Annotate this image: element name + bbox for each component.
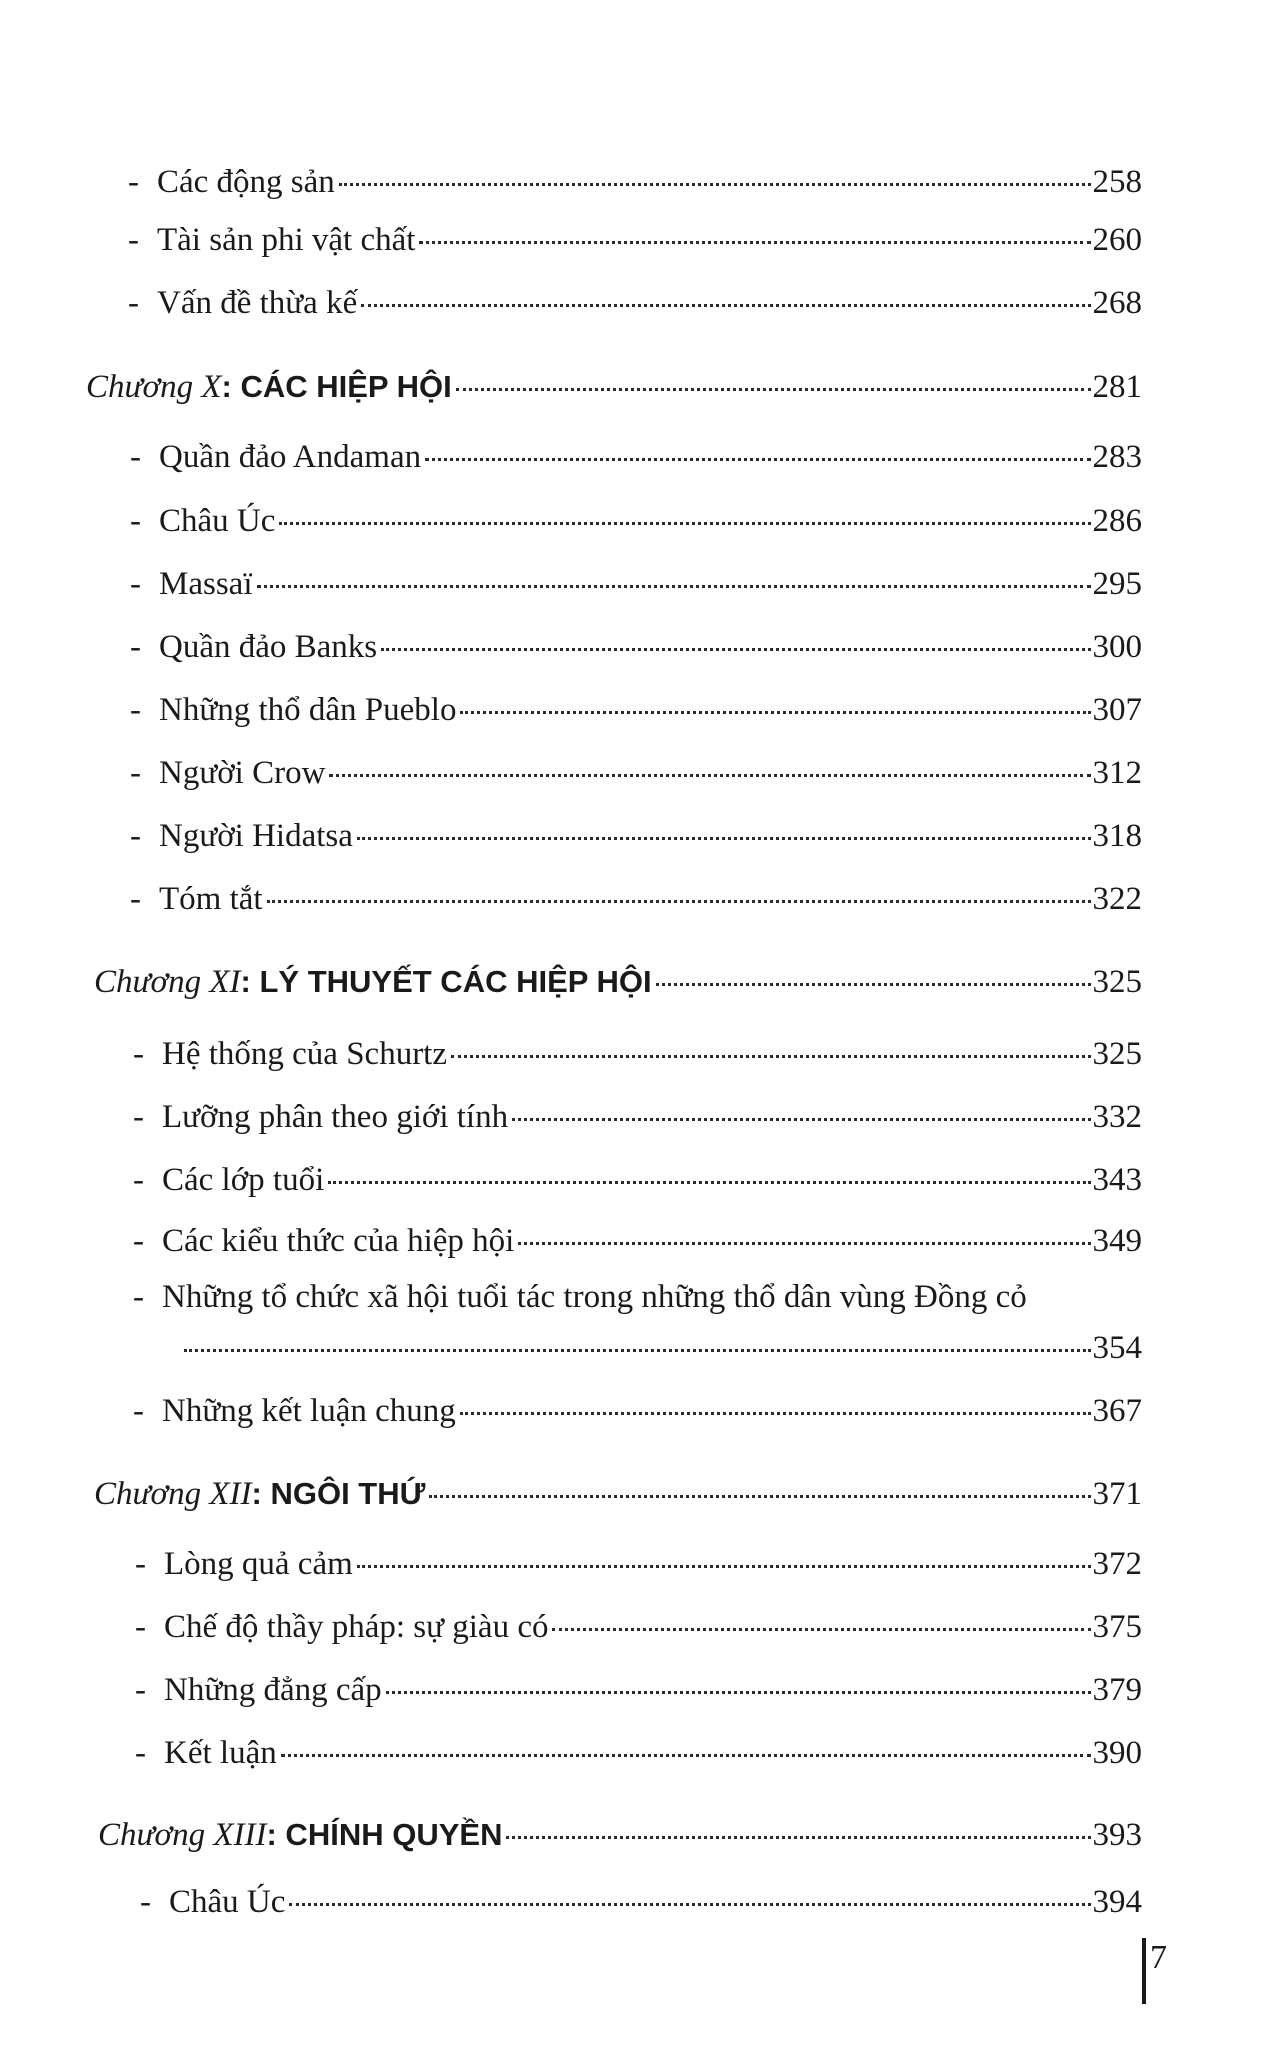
- dot-leader: [257, 585, 1091, 588]
- dot-leader: [328, 1181, 1090, 1184]
- entry-dash: -: [130, 881, 141, 917]
- entry-title: Các động sản: [157, 164, 335, 200]
- entry-page: 312: [1092, 755, 1142, 791]
- entry-page: 283: [1092, 439, 1142, 475]
- dot-leader: [656, 983, 1091, 986]
- toc-entry: [135, 1544, 1142, 1584]
- toc-chapter: [98, 1815, 1142, 1855]
- entry-page: 260: [1092, 222, 1142, 258]
- entry-page: 372: [1092, 1546, 1142, 1582]
- entry-title: Quần đảo Banks: [159, 629, 378, 665]
- toc-entry: [128, 220, 1142, 260]
- entry-dash: -: [128, 222, 139, 258]
- chapter-page: 393: [1092, 1817, 1142, 1853]
- entry-page: 318: [1092, 818, 1142, 854]
- toc-entry: [133, 1221, 1142, 1261]
- entry-title: Chế độ thầy pháp: sự giàu có: [164, 1609, 549, 1645]
- entry-title: Các lớp tuổi: [162, 1162, 325, 1198]
- entry-dash: -: [135, 1672, 146, 1708]
- dot-leader: [357, 1565, 1091, 1568]
- entry-dash: -: [130, 566, 141, 602]
- chapter-prefix: Chương XIII: [98, 1817, 267, 1853]
- toc-entry-continuation: [180, 1328, 1142, 1368]
- toc-entry: [130, 501, 1142, 541]
- dot-leader: [425, 458, 1090, 461]
- entry-dash: -: [128, 285, 139, 321]
- dot-leader: [339, 183, 1091, 186]
- entry-page: 322: [1092, 881, 1142, 917]
- toc-entry: [133, 1160, 1142, 1200]
- dot-leader: [361, 304, 1090, 307]
- page-number: 7: [1150, 1939, 1167, 1976]
- entry-title: Hệ thống của Schurtz: [162, 1036, 447, 1072]
- entry-title: Châu Úc: [169, 1884, 286, 1920]
- entry-page: 307: [1092, 692, 1142, 728]
- entry-page: 295: [1092, 566, 1142, 602]
- entry-dash: -: [130, 439, 141, 475]
- toc-entry: [133, 1391, 1142, 1431]
- dot-leader: [329, 774, 1090, 777]
- entry-page: 325: [1092, 1036, 1142, 1072]
- toc-entry: [130, 816, 1142, 856]
- dot-leader: [460, 711, 1090, 714]
- entry-dash: -: [133, 1099, 144, 1135]
- dot-leader: [429, 1495, 1090, 1498]
- entry-title: Lưỡng phân theo giới tính: [162, 1099, 509, 1135]
- entry-title: Kết luận: [164, 1735, 277, 1771]
- dot-leader: [456, 388, 1091, 391]
- toc-entry-wrapped: [133, 1277, 1142, 1317]
- entry-page: 349: [1092, 1223, 1142, 1259]
- entry-dash: -: [130, 503, 141, 539]
- entry-title: Tóm tắt: [159, 881, 263, 917]
- entry-title: Người Crow: [159, 755, 326, 791]
- entry-title: Những tổ chức xã hội tuổi tác trong những thổ dân vùng Đồng cỏ: [162, 1279, 1027, 1315]
- toc-entry: [128, 162, 1142, 202]
- entry-page: 268: [1092, 285, 1142, 321]
- chapter-page: 371: [1092, 1476, 1142, 1512]
- toc-entry: [128, 283, 1142, 323]
- toc-entry: [135, 1607, 1142, 1647]
- toc-entry: [140, 1882, 1142, 1922]
- dot-leader: [279, 522, 1090, 525]
- toc-entry: [135, 1733, 1142, 1773]
- entry-title: Châu Úc: [159, 503, 276, 539]
- chapter-title: : LÝ THUYẾT CÁC HIỆP HỘI: [240, 964, 652, 999]
- entry-dash: -: [140, 1884, 151, 1920]
- toc-entry: [133, 1097, 1142, 1137]
- entry-page: 332: [1092, 1099, 1142, 1135]
- dot-leader: [512, 1118, 1090, 1121]
- entry-page: 354: [1092, 1330, 1142, 1366]
- entry-dash: -: [133, 1223, 144, 1259]
- dot-leader: [518, 1242, 1090, 1245]
- toc-entry: [130, 753, 1142, 793]
- chapter-page: 325: [1092, 964, 1142, 1000]
- toc-entry: [130, 564, 1142, 604]
- entry-dash: -: [128, 164, 139, 200]
- entry-dash: -: [133, 1279, 144, 1315]
- entry-title: Tài sản phi vật chất: [157, 222, 416, 258]
- toc-chapter: [86, 367, 1142, 407]
- toc-entry: [130, 627, 1142, 667]
- chapter-prefix: Chương XI: [94, 964, 241, 1000]
- chapter-prefix: Chương XII: [94, 1476, 252, 1512]
- entry-title: Người Hidatsa: [159, 818, 353, 854]
- entry-dash: -: [130, 818, 141, 854]
- toc-entry: [130, 879, 1142, 919]
- dot-leader: [357, 837, 1091, 840]
- entry-title: Những kết luận chung: [162, 1393, 456, 1429]
- dot-leader: [289, 1903, 1090, 1906]
- page-number-rule: [1142, 1938, 1146, 2004]
- entry-page: 375: [1092, 1609, 1142, 1645]
- dot-leader: [386, 1691, 1091, 1694]
- dot-leader: [419, 241, 1090, 244]
- toc-entry: [130, 437, 1142, 477]
- dot-leader: [184, 1349, 1091, 1352]
- dot-leader: [552, 1628, 1090, 1631]
- entry-dash: -: [133, 1036, 144, 1072]
- entry-title: Vấn đề thừa kế: [157, 285, 358, 321]
- toc-chapter: [94, 962, 1142, 1002]
- entry-title: Các kiểu thức của hiệp hội: [162, 1223, 515, 1259]
- chapter-prefix: Chương X: [86, 369, 222, 405]
- entry-dash: -: [135, 1735, 146, 1771]
- entry-dash: -: [135, 1546, 146, 1582]
- entry-page: 367: [1092, 1393, 1142, 1429]
- entry-page: 258: [1092, 164, 1142, 200]
- toc-entry: [133, 1034, 1142, 1074]
- entry-title: Những đẳng cấp: [164, 1672, 382, 1708]
- entry-dash: -: [130, 692, 141, 728]
- entry-dash: -: [133, 1393, 144, 1429]
- entry-title: Lòng quả cảm: [164, 1546, 353, 1582]
- chapter-title: : CÁC HIỆP HỘI: [221, 369, 452, 404]
- dot-leader: [281, 1754, 1091, 1757]
- dot-leader: [460, 1412, 1091, 1415]
- entry-page: 394: [1092, 1884, 1142, 1920]
- entry-dash: -: [133, 1162, 144, 1198]
- entry-title: Những thổ dân Pueblo: [159, 692, 457, 728]
- entry-dash: -: [130, 629, 141, 665]
- chapter-title: : CHÍNH QUYỀN: [266, 1817, 503, 1852]
- entry-title: Massaï: [159, 566, 253, 602]
- entry-page: 379: [1092, 1672, 1142, 1708]
- entry-page: 343: [1092, 1162, 1142, 1198]
- entry-page: 390: [1092, 1735, 1142, 1771]
- dot-leader: [451, 1055, 1091, 1058]
- entry-dash: -: [135, 1609, 146, 1645]
- entry-page: 286: [1092, 503, 1142, 539]
- chapter-page: 281: [1092, 369, 1142, 405]
- entry-dash: -: [130, 755, 141, 791]
- entry-page: 300: [1092, 629, 1142, 665]
- chapter-title: : NGÔI THỨ: [251, 1476, 426, 1511]
- dot-leader: [381, 648, 1090, 651]
- dot-leader: [506, 1836, 1090, 1839]
- entry-title: Quần đảo Andaman: [159, 439, 422, 475]
- toc-chapter: [94, 1474, 1142, 1514]
- toc-entry: [135, 1670, 1142, 1710]
- dot-leader: [267, 900, 1091, 903]
- toc-entry: [130, 690, 1142, 730]
